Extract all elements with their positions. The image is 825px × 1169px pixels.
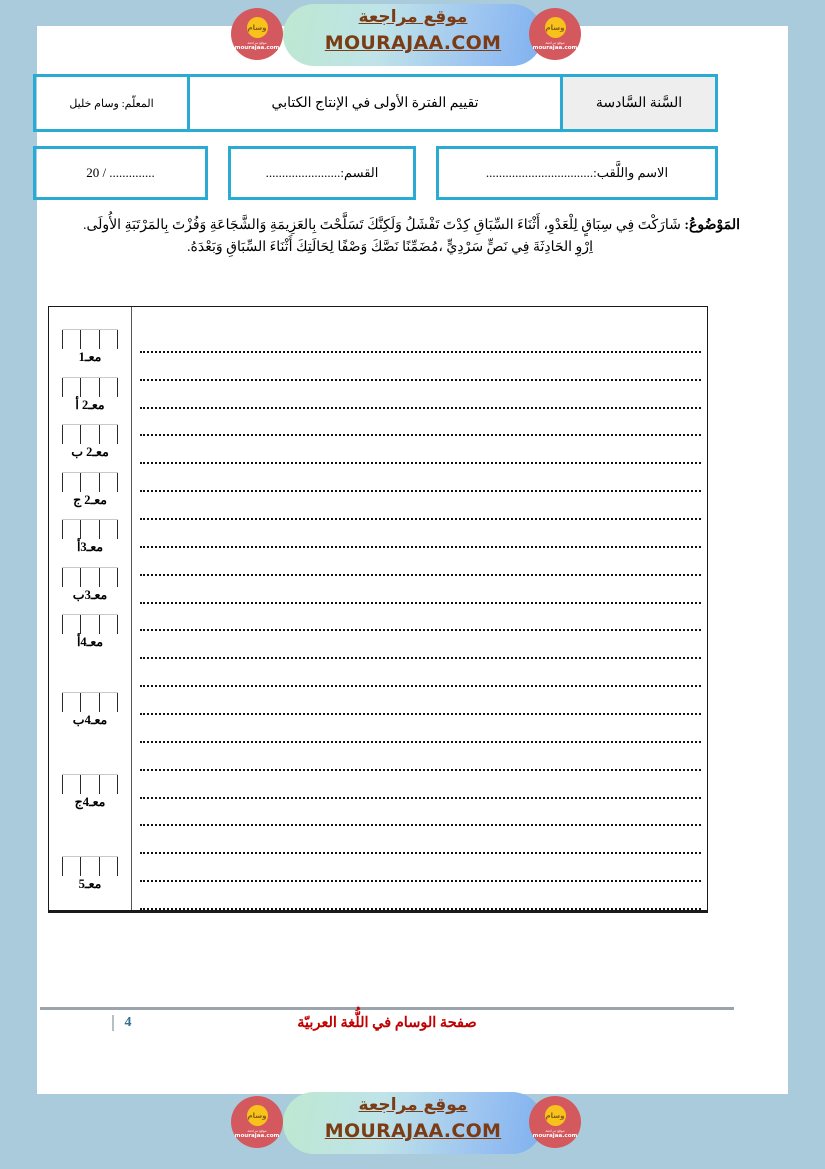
page-number: 4 (112, 1015, 138, 1031)
writing-line[interactable] (140, 604, 701, 632)
logo-tagline: موقع مراجعة (545, 1129, 565, 1133)
criterion-box (49, 377, 131, 413)
criterion-label: معـ2 أ (75, 398, 105, 412)
promo-arabic-title: موقع مراجعة (358, 7, 468, 27)
writing-line[interactable] (140, 659, 701, 687)
score-cell[interactable] (81, 425, 99, 444)
subject-block (40, 215, 740, 258)
criterion-label: معـ5 (78, 877, 102, 891)
criterion-score-cells[interactable] (62, 856, 118, 876)
logo-url: mourajaa.com (532, 45, 578, 51)
criterion-label: معـ4ج (74, 795, 106, 809)
mourajaa-logo-icon-left (231, 8, 283, 60)
criteria-scoring-column (49, 307, 131, 910)
criterion-score-cells[interactable] (62, 692, 118, 712)
footer-title: صفحة الوسام في اللُّغة العربيّة (297, 1015, 477, 1031)
subject-label: المَوْضُوعُ: (684, 218, 740, 233)
identity-row (33, 146, 718, 200)
writing-line[interactable] (140, 687, 701, 715)
score-cell[interactable] (62, 857, 81, 876)
promo-banner-bottom (0, 1082, 825, 1169)
header-cell-title: تقييم الفترة الأولى في الإنتاج الكتابي (190, 74, 560, 132)
subject-paragraph-2: اِرْوِ الحَادِثَةَ فِي نَصٍّ سَرْدِيٍّ ،مُضَمِّنًا نَصَّكَ وَصْفًا لِحَالَتِكَ أَثْنَاءَ السِّبَاقِ وَبَعْدَهُ. (187, 240, 593, 255)
score-cell[interactable] (81, 693, 99, 712)
writing-line[interactable] (140, 743, 701, 771)
criterion-score-cells[interactable] (62, 774, 118, 794)
page-footer (40, 1007, 734, 1045)
score-cell[interactable] (81, 378, 99, 397)
criterion-label: معـ3ب (72, 588, 108, 602)
promo-arabic-title: موقع مراجعة (358, 1095, 468, 1115)
mark-value: .............. / 20 (86, 165, 155, 180)
score-cell[interactable] (81, 330, 99, 349)
score-cell[interactable] (62, 378, 81, 397)
criterion-label: معـ1 (78, 350, 102, 364)
criterion-box (49, 329, 131, 365)
score-cell[interactable] (100, 857, 118, 876)
writing-line[interactable] (140, 353, 701, 381)
score-cell[interactable] (100, 615, 118, 634)
criterion-score-cells[interactable] (62, 329, 118, 349)
logo-url: mourajaa.com (532, 1133, 578, 1139)
score-cell[interactable] (62, 330, 81, 349)
criterion-box (49, 567, 131, 603)
logo-disc: وسام (545, 17, 566, 38)
logo-disc: وسام (247, 17, 268, 38)
score-cell[interactable] (62, 473, 81, 492)
score-cell[interactable] (100, 473, 118, 492)
criterion-score-cells[interactable] (62, 472, 118, 492)
criterion-score-cells[interactable] (62, 519, 118, 539)
logo-disc: وسام (247, 1105, 268, 1126)
logo-tagline: موقع مراجعة (545, 41, 565, 45)
writing-line[interactable] (140, 826, 701, 854)
writing-line[interactable] (140, 882, 701, 910)
criterion-score-cells[interactable] (62, 424, 118, 444)
writing-line[interactable] (140, 771, 701, 799)
footer-divider (40, 1007, 734, 1010)
logo-url: mourajaa.com (234, 1133, 280, 1139)
writing-answer-table (48, 306, 708, 913)
score-cell[interactable] (100, 330, 118, 349)
writing-line[interactable] (140, 520, 701, 548)
writing-line[interactable] (140, 715, 701, 743)
writing-line[interactable] (140, 576, 701, 604)
score-cell[interactable] (100, 568, 118, 587)
score-cell[interactable] (81, 520, 99, 539)
score-cell[interactable] (81, 775, 99, 794)
writing-line[interactable] (140, 325, 701, 353)
criterion-label: معـ2 ج (73, 493, 107, 507)
score-cell[interactable] (62, 775, 81, 794)
score-cell[interactable] (81, 615, 99, 634)
writing-line[interactable] (140, 799, 701, 827)
writing-line[interactable] (140, 409, 701, 437)
score-cell[interactable] (81, 473, 99, 492)
writing-line[interactable] (140, 631, 701, 659)
writing-line[interactable] (140, 548, 701, 576)
logo-tagline: موقع مراجعة (247, 1129, 267, 1133)
promo-site-url[interactable]: MOURAJAA.COM (324, 1120, 502, 1142)
logo-url: mourajaa.com (234, 45, 280, 51)
criterion-score-cells[interactable] (62, 567, 118, 587)
score-cell[interactable] (62, 425, 81, 444)
logo-disc: وسام (545, 1105, 566, 1126)
writing-lines-column[interactable] (131, 307, 707, 910)
writing-line[interactable] (140, 492, 701, 520)
criterion-box (49, 424, 131, 460)
criterion-box (49, 774, 131, 810)
header-info-table (33, 74, 718, 132)
subject-text-1: شَارَكْتَ فِي سِبَاقٍ لِلْعَدْوِ، أَثْنَاءَ السِّبَاقِ كِدْتَ تَفْشَلُ وَلَكِنَّكَ تَسَلَّحْتَ بِالعَزِيمَةِ وَالشَّجَاعَةِ وَفُزْتَ بِالمَرْتَبَةِ الأُولَى. (83, 218, 681, 233)
writing-line[interactable] (140, 464, 701, 492)
mark-field[interactable] (33, 146, 208, 200)
score-cell[interactable] (100, 520, 118, 539)
promo-site-url[interactable]: MOURAJAA.COM (324, 32, 502, 54)
score-cell[interactable] (62, 693, 81, 712)
criterion-label: معـ4ب (72, 713, 108, 727)
student-name-field[interactable]: الاسم واللَّقب:................................. (436, 146, 718, 200)
promo-banner-top (0, 0, 825, 72)
score-cell[interactable] (100, 693, 118, 712)
subject-paragraph-1 (40, 215, 740, 236)
logo-tagline: موقع مراجعة (247, 41, 267, 45)
score-cell[interactable] (81, 857, 99, 876)
header-cell-teacher: المعلّم: وسام خليل (33, 74, 190, 132)
criterion-box (49, 856, 131, 892)
score-cell[interactable] (62, 520, 81, 539)
writing-line[interactable] (140, 436, 701, 464)
criterion-label: معـ4أ (76, 635, 104, 649)
criterion-box (49, 519, 131, 555)
score-cell[interactable] (62, 568, 81, 587)
score-cell[interactable] (81, 568, 99, 587)
criterion-box (49, 472, 131, 508)
score-cell[interactable] (100, 775, 118, 794)
class-field[interactable]: القسم:....................... (228, 146, 416, 200)
score-cell[interactable] (100, 425, 118, 444)
header-cell-year: السَّنة السَّادسة (560, 74, 718, 132)
writing-line[interactable] (140, 381, 701, 409)
mourajaa-logo-icon-left (231, 1096, 283, 1148)
criterion-box (49, 692, 131, 728)
criterion-box (49, 614, 131, 650)
score-cell[interactable] (62, 615, 81, 634)
criterion-label: معـ3أ (76, 540, 104, 554)
criterion-score-cells[interactable] (62, 377, 118, 397)
writing-line[interactable] (140, 854, 701, 882)
criterion-label: معـ2 ب (71, 445, 109, 459)
score-cell[interactable] (100, 378, 118, 397)
criterion-score-cells[interactable] (62, 614, 118, 634)
